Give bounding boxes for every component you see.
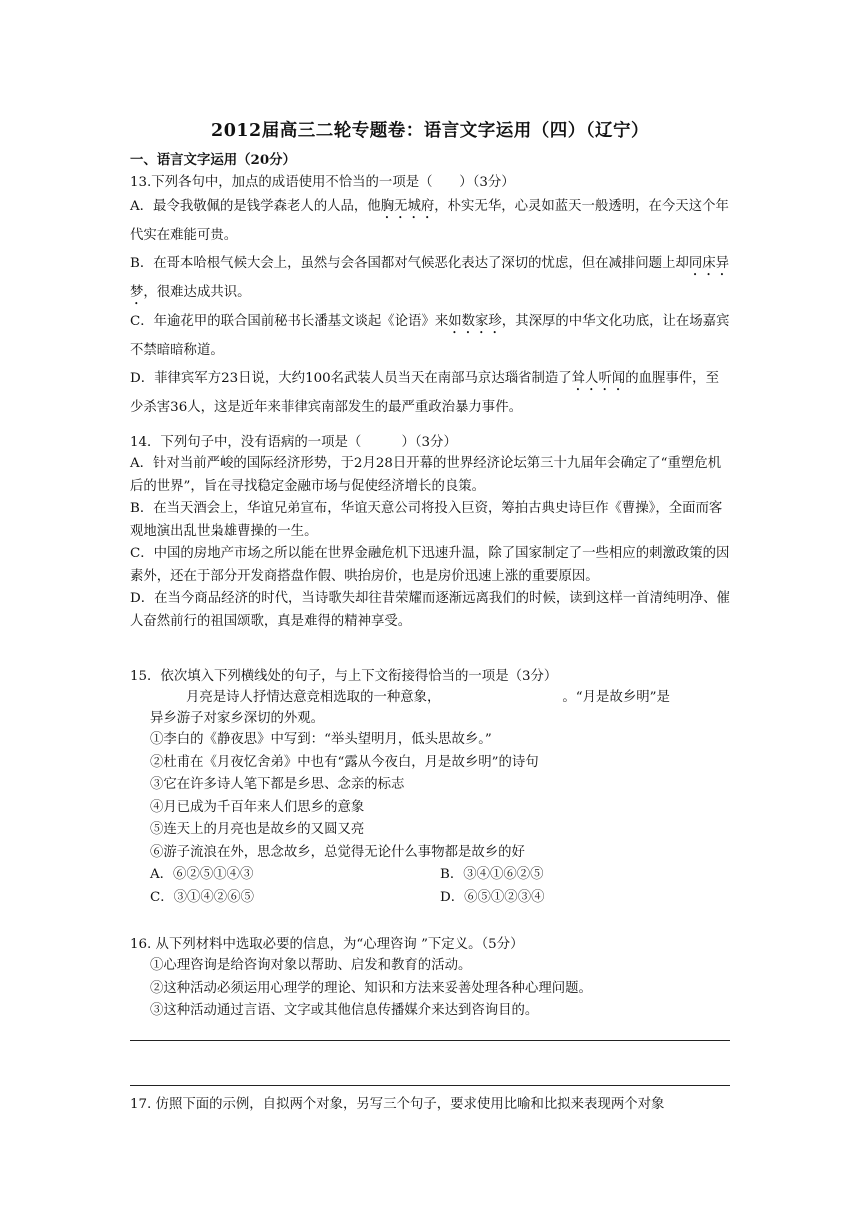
- question-14-option-c: C．中国的房地产市场之所以能在世界金融危机下迅速升温，除了国家制定了一些相应的刺激政策的因素外，还在于部分开发商搭盘作假、哄抬房价，也是房价迅速上涨的重要原因。: [130, 546, 730, 584]
- question-15-item: ①李白的《静夜思》中写到：“举头望明月，低头思故乡。”: [150, 732, 492, 747]
- emphasized-idiom: 胸无城府: [380, 199, 435, 214]
- section-heading: 一、语言文字运用（20分）: [130, 152, 296, 168]
- emphasized-idiom: 同床异梦: [130, 256, 730, 300]
- blank: [440, 687, 562, 708]
- question-15-choices-row-2: [130, 887, 730, 910]
- question-16: [130, 934, 730, 1023]
- emphasized-idiom: 耸人听闻: [571, 371, 626, 386]
- question-13-stem: 13.下列各句中，加点的成语使用不恰当的一项是（ ）（3分）: [130, 175, 515, 190]
- question-14-option-a: A．针对当前严峻的国际经济形势，于2月28日开幕的世界经济论坛第三十九届年会确定了“重塑危机后的世界”，旨在寻找稳定金融市场与促使经济增长的良策。: [130, 456, 722, 494]
- question-13-option-d: D．菲律宾军方23日说，大约100名武装人员当天在南部马京达瑙省制造了耸人听闻的血腥事件，至少杀害36人，这是近年来菲律宾南部发生的最严重政治暴力事件。: [130, 371, 719, 415]
- answer-line: [130, 1040, 730, 1041]
- question-13-option-a: A．最令我敬佩的是钱学森老人的人品，他胸无城府，朴实无华，心灵如蓝天一般透明，在今天这个年代实在难能可贵。: [130, 199, 729, 243]
- question-15-item: ②杜甫在《月夜忆舍弟》中也有“露从今夜白，月是故乡明”的诗句: [150, 754, 539, 770]
- question-15-choice-a: A．⑥②⑤①④③: [150, 867, 254, 882]
- question-15-item: ④月已成为千百年来人们思乡的意象: [150, 799, 365, 815]
- question-17-stem: 17. 仿照下面的示例，自拟两个对象，另写三个句子，要求使用比喻和比拟来表现两个对象: [130, 1097, 665, 1112]
- question-13: [130, 172, 730, 422]
- question-15-choices-row-1: [130, 864, 730, 887]
- question-15-item: ③它在许多诗人笔下都是乡思、念亲的标志: [150, 777, 405, 792]
- question-16-stem: 16. 从下列材料中选取必要的信息，为“心理咨询 ”下定义。（5分）: [130, 937, 524, 952]
- question-15-choice-d: D．⑥⑤①②③④: [440, 889, 545, 905]
- question-14-option-d: D．在当今商品经济的时代，当诗歌失却往昔荣耀而逐渐远离我们的时候，读到这样一首清纯明净、催人奋然前行的祖国颂歌，真是难得的精神享受。: [130, 591, 730, 629]
- question-15: [130, 666, 730, 909]
- question-16-item: ①心理咨询是给咨询对象以帮助、启发和教育的活动。: [150, 958, 472, 973]
- question-15-choice-c: C．③①④②⑥⑤: [150, 889, 254, 905]
- question-15-item: ⑤连天上的月亮也是故乡的又圆又亮: [150, 822, 365, 837]
- question-15-stem: 15．依次填入下列横线处的句子，与上下文衔接得恰当的一项是（3分）: [130, 669, 558, 684]
- question-14-option-b: B．在当天酒会上，华谊兄弟宣布，华谊天意公司将投入巨资，筹拍古典史诗巨作《曹操》，全面而客观地演出乱世枭雄曹操的一生。: [130, 501, 723, 539]
- question-13-option-b: B．在哥本哈根气候大会上，虽然与会各国都对气候恶化表达了深切的忧虑，但在减排问题上却同床异梦，很难达成共识。: [130, 256, 730, 300]
- question-13-option-c: C．年逾花甲的联合国前秘书长潘基文谈起《论语》来如数家珍，其深厚的中华文化功底，让在场嘉宾不禁暗暗称道。: [130, 314, 730, 358]
- question-16-item: ②这种活动必须运用心理学的理论、知识和方法来妥善处理各种心理问题。: [150, 980, 592, 996]
- question-17: [130, 1094, 730, 1115]
- question-15-item: ⑥游子流浪在外，思念故乡，总觉得无论什么事物都是故乡的好: [150, 844, 525, 860]
- question-15-passage: 月亮是诗人抒情达意竞相选取的一种意象， 。“月是故乡明”是: [130, 687, 730, 708]
- page-title: 2012届高三二轮专题卷：语言文字运用（四）（辽宁）: [211, 121, 649, 141]
- emphasized-idiom: 如数家珍: [448, 314, 502, 329]
- question-15-passage-cont: 异乡游子对家乡深切的外观。: [150, 711, 325, 726]
- question-14-stem: 14．下列句子中，没有语病的一项是（ ）（3分）: [130, 435, 457, 450]
- question-16-item: ③这种活动通过言语、文字或其他信息传播媒介来达到咨询目的。: [150, 1003, 539, 1018]
- answer-line: [130, 1085, 730, 1086]
- question-14: [130, 432, 730, 633]
- question-15-choice-b: B．③④①⑥②⑤: [440, 867, 544, 882]
